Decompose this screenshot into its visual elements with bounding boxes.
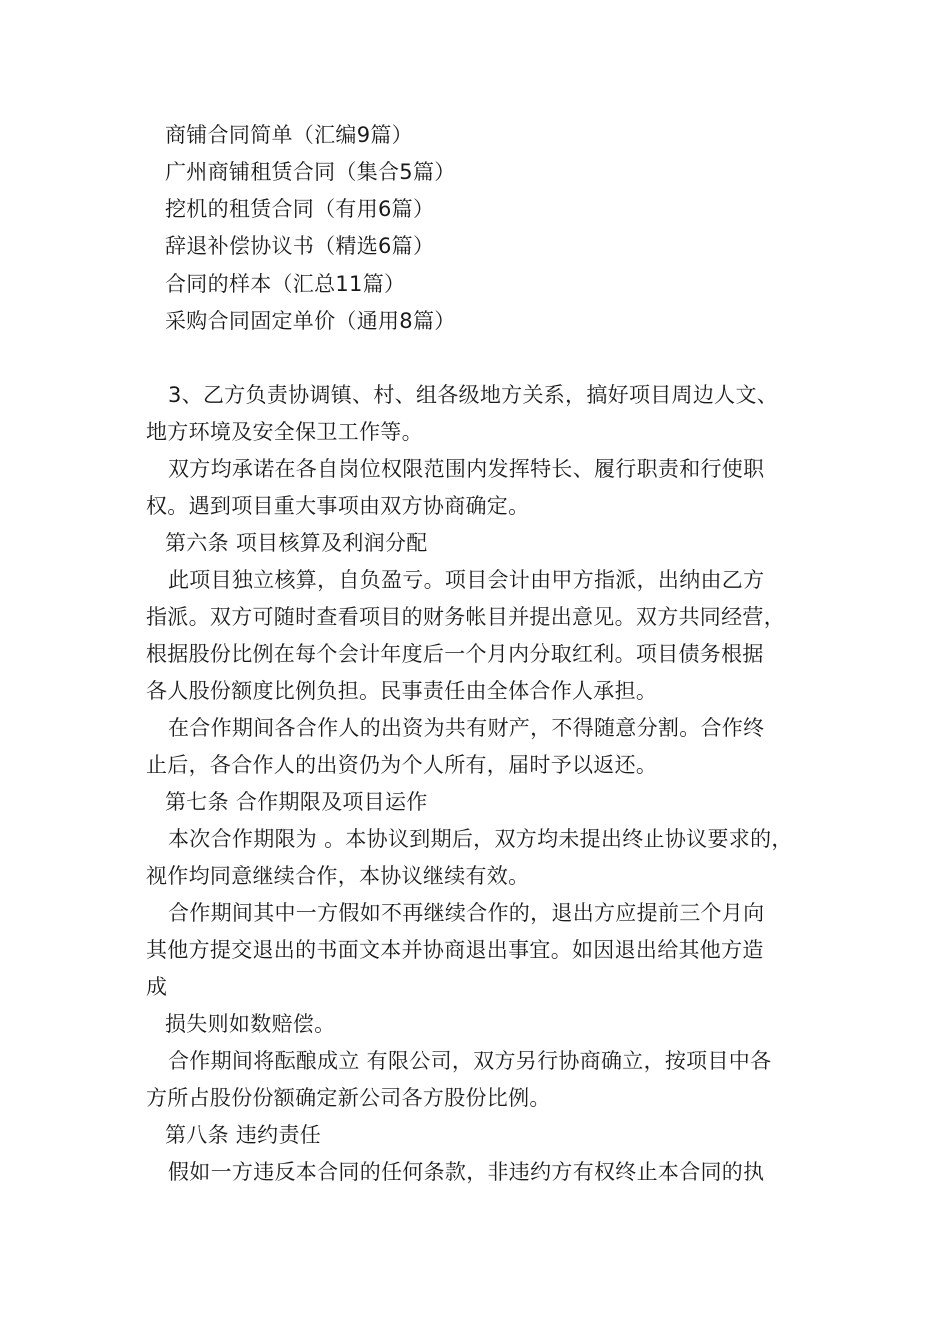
related-link[interactable]: 辞退补偿协议书（精选6篇） [165,234,435,258]
section-heading: 第六条 项目核算及利润分配 [165,531,428,555]
body-line: 假如一方违反本合同的任何条款，非违约方有权终止本合同的执 [168,1160,765,1184]
body-line: 3、乙方负责协调镇、村、组各级地方关系，搞好项目周边人文、 [168,383,779,407]
body-line: 其他方提交退出的书面文本并协商退出事宜。如因退出给其他方造 [146,938,764,962]
body-line: 损失则如数赔偿。 [165,1012,336,1036]
body-line: 合作期间其中一方假如不再继续合作的，退出方应提前三个月向 [168,901,765,925]
body-line: 视作均同意继续合作，本协议继续有效。 [146,864,530,888]
section-heading: 第八条 违约责任 [165,1123,322,1147]
body-line: 双方均承诺在各自岗位权限范围内发挥特长、履行职责和行使职 [168,457,765,481]
related-link[interactable]: 挖机的租赁合同（有用6篇） [165,197,435,221]
body-line: 成 [146,975,168,999]
body-line: 此项目独立核算，自负盈亏。项目会计由甲方指派，出纳由乙方 [168,568,765,592]
related-link[interactable]: 商铺合同简单（汇编9篇） [165,123,413,147]
body-line: 根据股份比例在每个会计年度后一个月内分取红利。项目债务根据 [146,642,764,666]
body-line: 本次合作期限为 。本协议到期后，双方均未提出终止协议要求的， [168,827,793,851]
body-line: 止后，各合作人的出资仍为个人所有，届时予以返还。 [146,753,658,777]
body-line: 在合作期间各合作人的出资为共有财产，不得随意分割。合作终 [168,716,765,740]
body-line: 各人股份额度比例负担。民事责任由全体合作人承担。 [146,679,658,703]
section-heading: 第七条 合作期限及项目运作 [165,790,428,814]
related-link[interactable]: 广州商铺租赁合同（集合5篇） [165,160,456,184]
related-link[interactable]: 合同的样本（汇总11篇） [165,272,406,296]
related-link[interactable]: 采购合同固定单价（通用8篇） [165,309,456,333]
body-line: 合作期间将酝酿成立 有限公司，双方另行协商确立，按项目中各 [168,1049,772,1073]
body-line: 权。遇到项目重大事项由双方协商确定。 [146,494,530,518]
body-line: 方所占股份份额确定新公司各方股份比例。 [146,1086,551,1110]
body-line: 指派。双方可随时查看项目的财务帐目并提出意见。双方共同经营， [146,605,785,629]
body-line: 地方环境及安全保卫工作等。 [146,420,423,444]
